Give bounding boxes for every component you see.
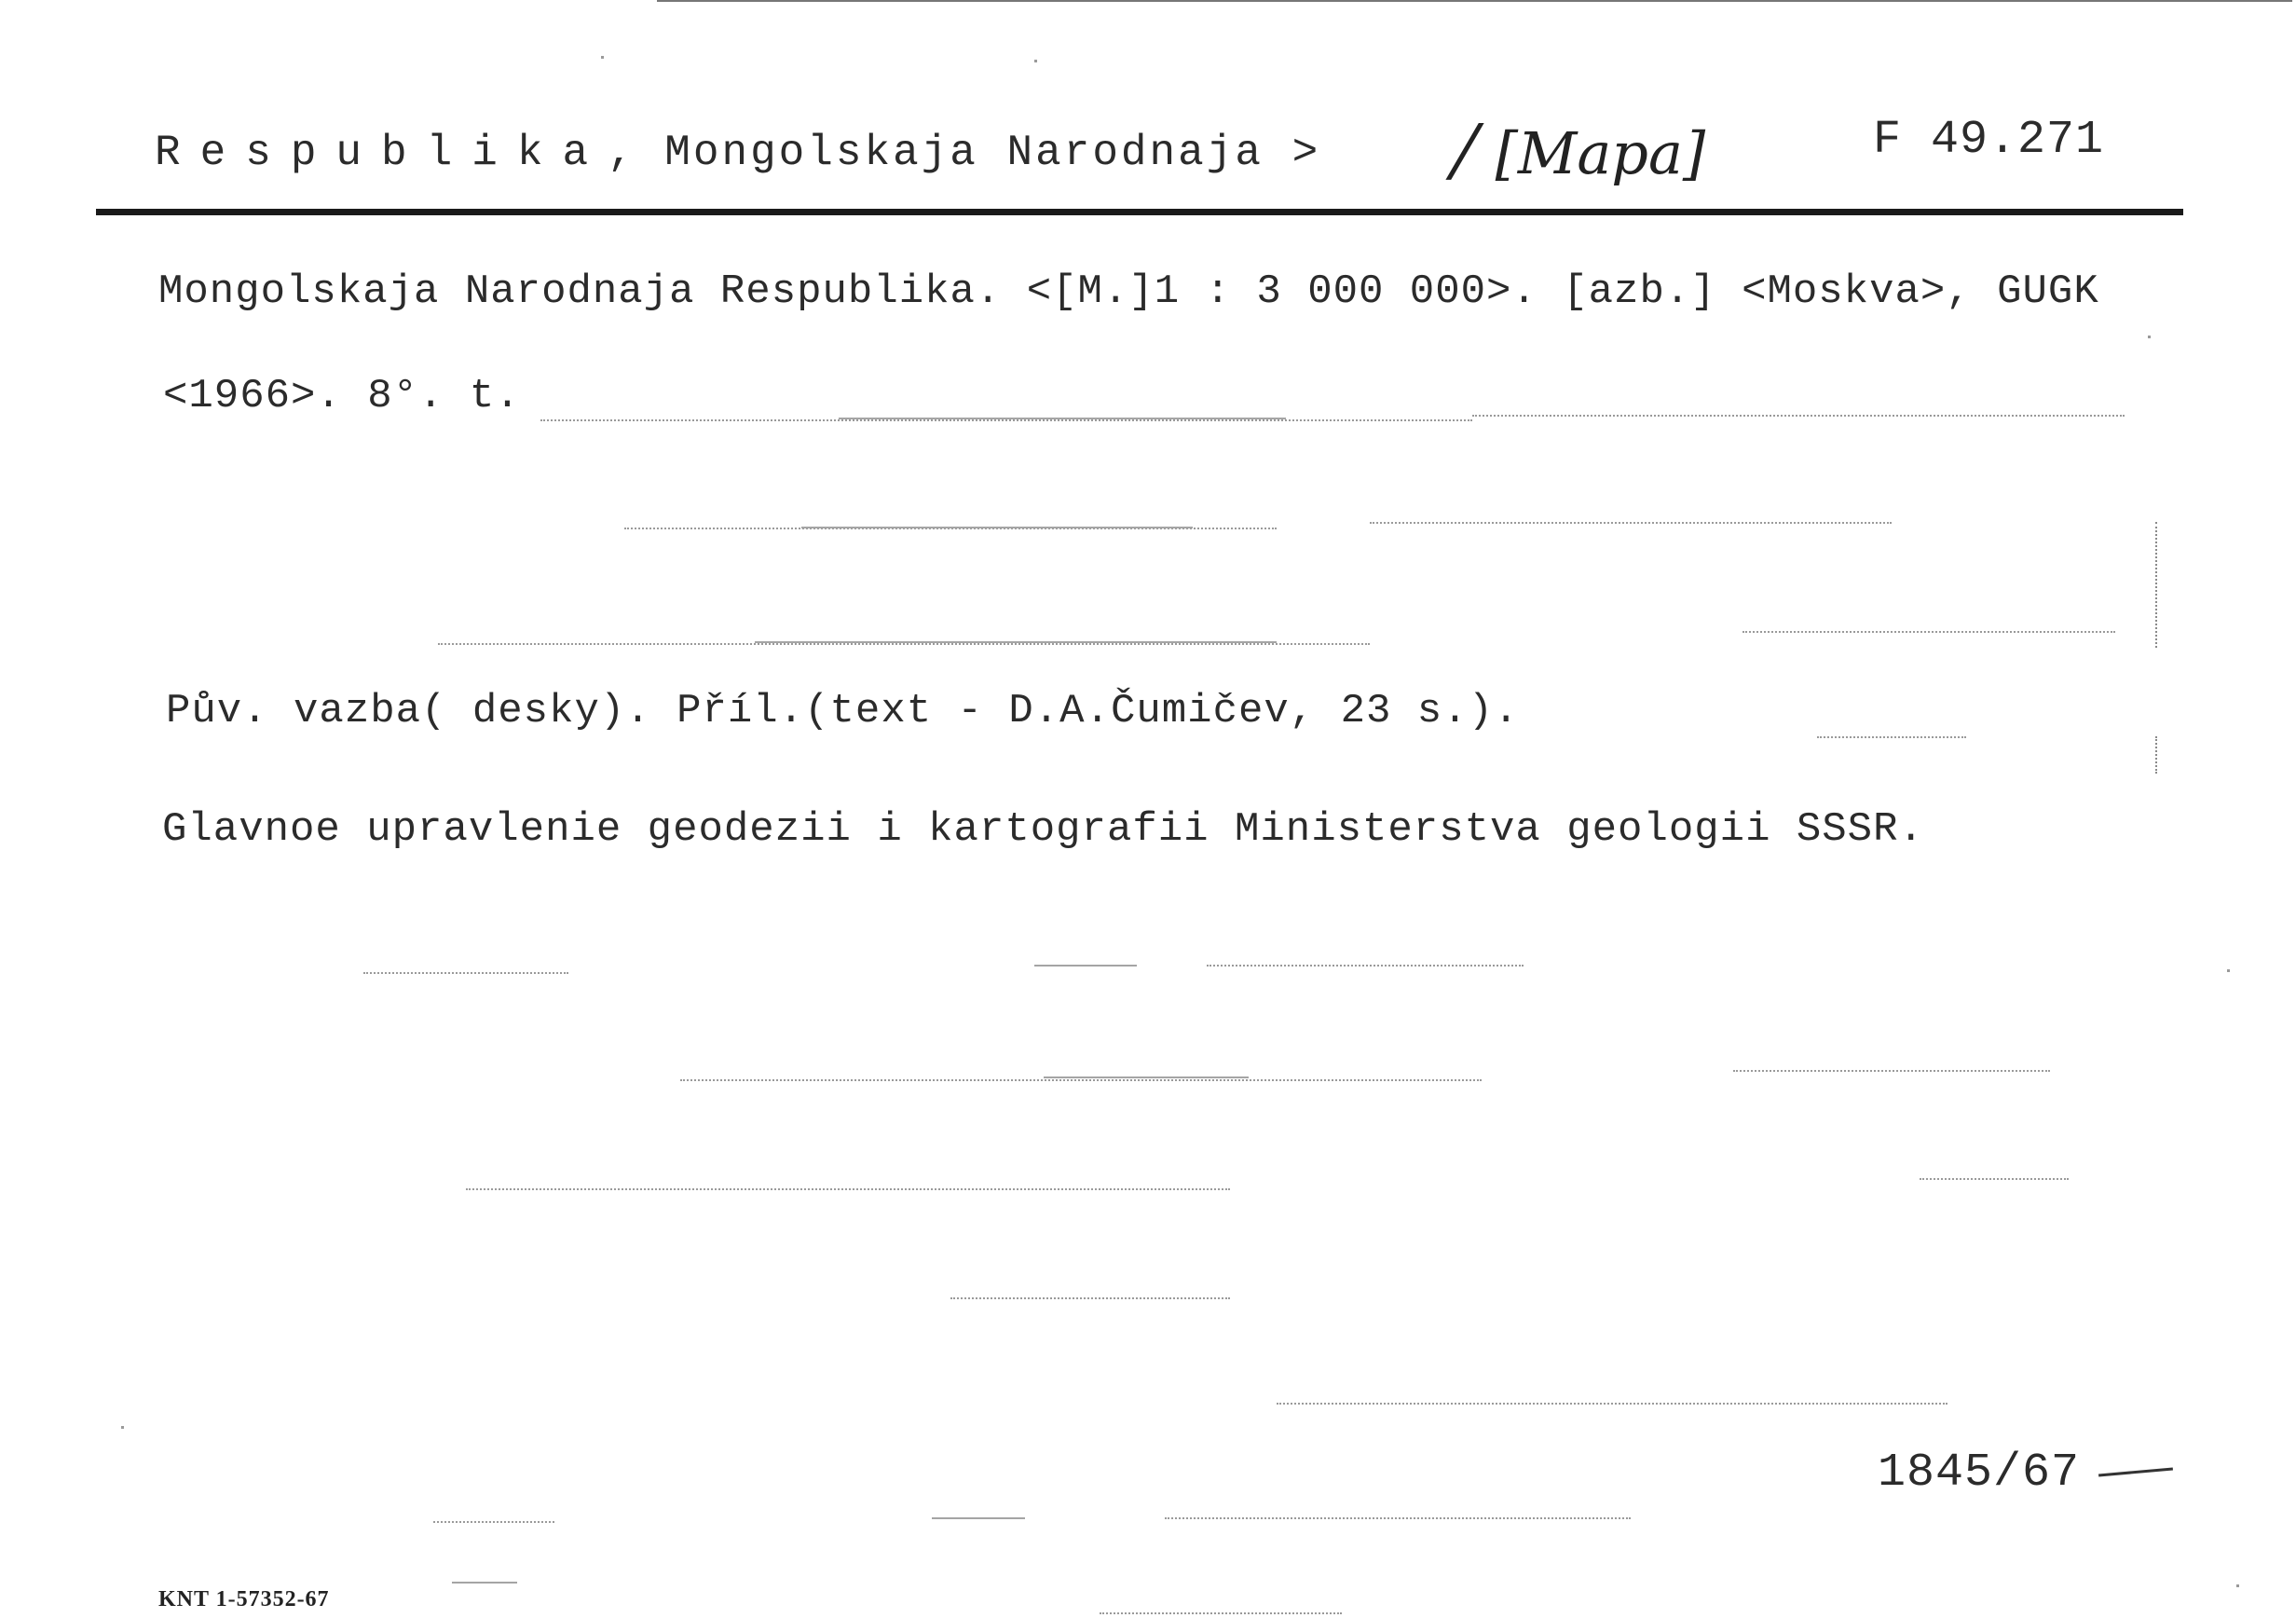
faint-guide-line bbox=[433, 1521, 554, 1525]
right-margin-dots bbox=[2155, 522, 2159, 648]
printer-imprint: KNT 1-57352-67 bbox=[158, 1587, 330, 1611]
publisher-note: Glavnoe upravlenie geodezii i kartografii Ministerstva geologii SSSR. bbox=[162, 806, 1924, 853]
faint-guide-line bbox=[1034, 965, 1137, 968]
stray-dot bbox=[1034, 60, 1037, 62]
handwritten-slash: / bbox=[1442, 110, 1488, 190]
faint-guide-line bbox=[1100, 1612, 1342, 1616]
faint-guide-line bbox=[1817, 736, 1966, 740]
faint-guide-line bbox=[1920, 1178, 2069, 1182]
faint-guide-line bbox=[950, 1297, 1230, 1301]
handwritten-note: [Mapa] bbox=[1495, 119, 1706, 187]
faint-guide-line bbox=[755, 641, 1277, 645]
faint-guide-line bbox=[1370, 522, 1892, 526]
faint-guide-line bbox=[801, 527, 1193, 530]
heading-spaced-word: Respublika bbox=[155, 129, 608, 177]
faint-guide-line bbox=[839, 418, 1286, 421]
faint-guide-line bbox=[466, 1188, 1230, 1192]
stray-dot bbox=[121, 1426, 124, 1429]
stray-dot bbox=[2227, 969, 2230, 972]
faint-guide-line bbox=[1733, 1070, 2050, 1074]
faint-guide-line bbox=[1044, 1076, 1249, 1080]
binding-note: Pův. vazba( desky). Příl.(text - D.A.Čumičev, 23 s.). bbox=[166, 688, 1520, 734]
stray-dot bbox=[2148, 336, 2151, 338]
faint-guide-line bbox=[1165, 1517, 1631, 1521]
publication-year-format: <1966>. 8°. t. bbox=[163, 373, 521, 419]
heading-bracket: > bbox=[1292, 129, 1321, 177]
heading-rest: , Mongolskaja Narodnaja bbox=[608, 129, 1264, 177]
shelf-mark: F 49.271 bbox=[1873, 114, 2105, 167]
accession-dash-mark bbox=[2098, 1468, 2173, 1477]
faint-guide-line bbox=[1207, 965, 1524, 968]
faint-guide-line bbox=[1472, 415, 2125, 418]
main-heading bbox=[155, 129, 1320, 177]
stray-dot bbox=[601, 56, 604, 59]
title-statement: Mongolskaja Narodnaja Respublika. <[M.]1 : 3 000 000>. [azb.] <Moskva>, GUGK bbox=[158, 268, 2099, 315]
faint-guide-line bbox=[452, 1582, 517, 1585]
faint-guide-line bbox=[1742, 631, 2115, 635]
handwritten-annotation bbox=[1442, 110, 1706, 190]
stray-dot bbox=[2236, 1584, 2239, 1587]
accession-number: 1845/67 bbox=[1878, 1447, 2081, 1500]
faint-guide-line bbox=[932, 1517, 1025, 1521]
card-top-edge bbox=[657, 0, 2292, 2]
right-margin-dots bbox=[2155, 736, 2159, 774]
faint-guide-line bbox=[363, 972, 568, 976]
faint-guide-line bbox=[1277, 1403, 1948, 1406]
heading-rule bbox=[96, 209, 2183, 215]
